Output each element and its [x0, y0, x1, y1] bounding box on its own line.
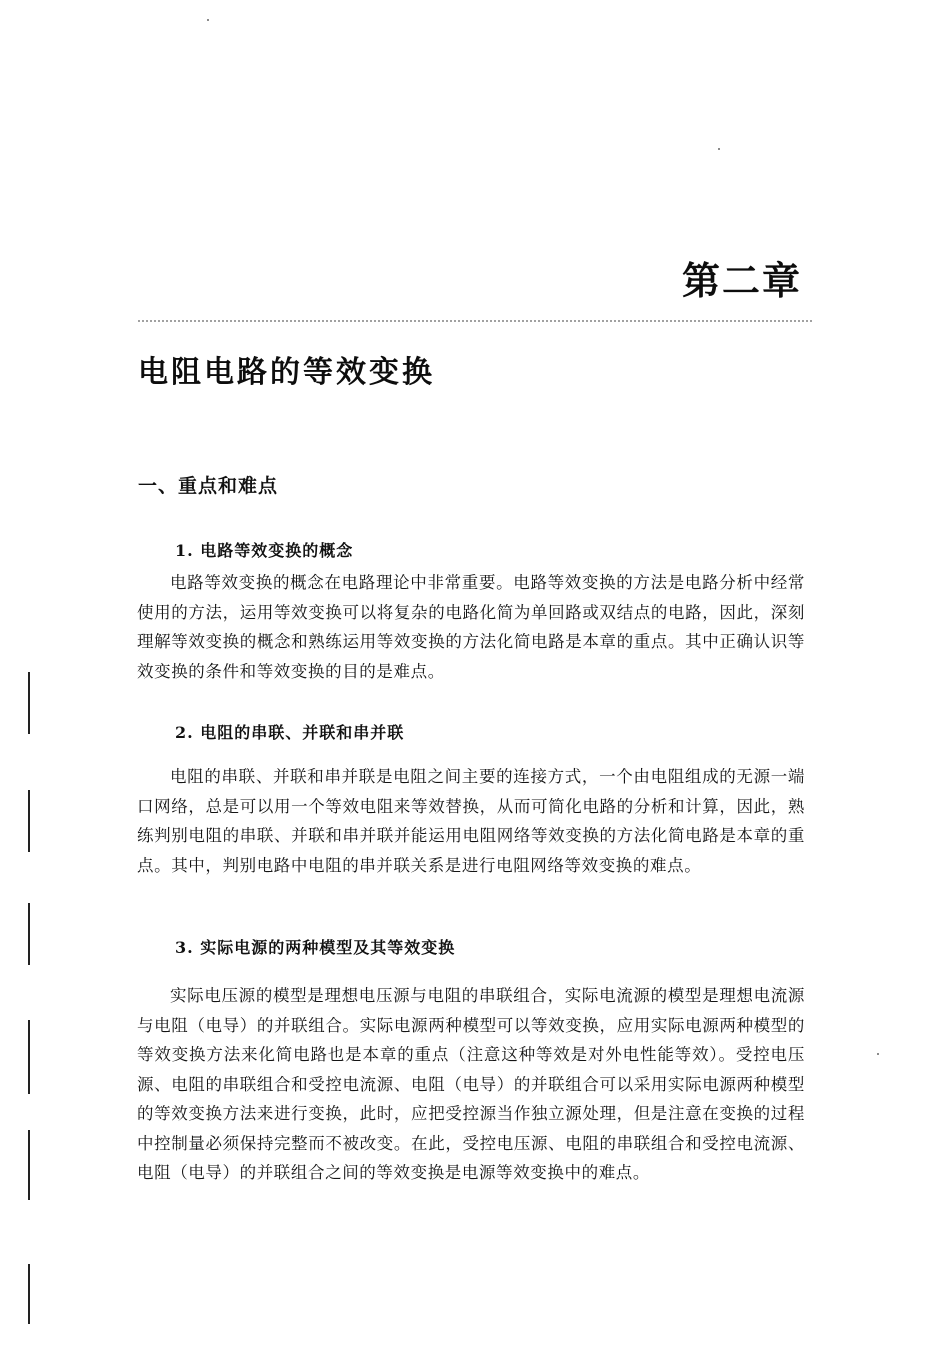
subsection-paragraph: 电路等效变换的概念在电路理论中非常重要。电路等效变换的方法是电路分析中经常使用的方法，运用等效变换可以将复杂的电路化简为单回路或双结点的电路，因此，深刻理解等效变换的概念和熟练运用等效变换的方法化简电路是本章的重点。其中正确认识等效变换的条件和等效变换的目的是难点。: [137, 573, 805, 681]
section-heading: 一、重点和难点: [138, 475, 279, 497]
subsection-heading: 2. 电阻的串联、并联和串并联: [175, 723, 405, 742]
margin-scan-mark: [28, 1020, 30, 1094]
subsection-heading: 3. 实际电源的两种模型及其等效变换: [175, 938, 456, 957]
margin-scan-mark: [28, 903, 30, 965]
margin-scan-mark: [28, 672, 30, 734]
chapter-divider: [138, 320, 812, 322]
chapter-title: 电阻电路的等效变换: [138, 355, 435, 390]
subsection-paragraph: 电阻的串联、并联和串并联是电阻之间主要的连接方式，一个由电阻组成的无源一端口网络，总是可以用一个等效电阻来等效替换，从而可简化电路的分析和计算，因此，熟练判别电阻的串联、并联和串并联并能运用电阻网络等效变换的方法化简电路是本章的重点。其中，判别电路中电阻的串并联关系是进行电阻网络等效变换的难点。: [137, 767, 805, 875]
scan-speck: [718, 148, 720, 150]
chapter-label: 第二章: [681, 259, 802, 303]
subsection-heading: 1. 电路等效变换的概念: [175, 541, 354, 560]
scan-speck: [877, 1053, 879, 1055]
margin-scan-mark: [28, 1130, 30, 1200]
margin-scan-mark: [28, 790, 30, 852]
subsection-paragraph: 实际电压源的模型是理想电压源与电阻的串联组合，实际电流源的模型是理想电流源与电阻（电导）的并联组合。实际电源两种模型可以等效变换，应用实际电源两种模型的等效变换方法来化简电路也是本章的重点（注意这种等效是对外电性能等效）。受控电压源、电阻的串联组合和受控电流源、电阻（电导）的并联组合可以采用实际电源两种模型的等效变换方法来进行变换，此时，应把受控源当作独立源处理，但是注意在变换的过程中控制量必须保持完整而不被改变。在此，受控电压源、电阻的串联组合和受控电流源、电阻（电导）的并联组合之间的等效变换是电源等效变换中的难点。: [137, 986, 805, 1182]
margin-scan-mark: [28, 1264, 30, 1324]
scan-speck: [207, 19, 209, 21]
